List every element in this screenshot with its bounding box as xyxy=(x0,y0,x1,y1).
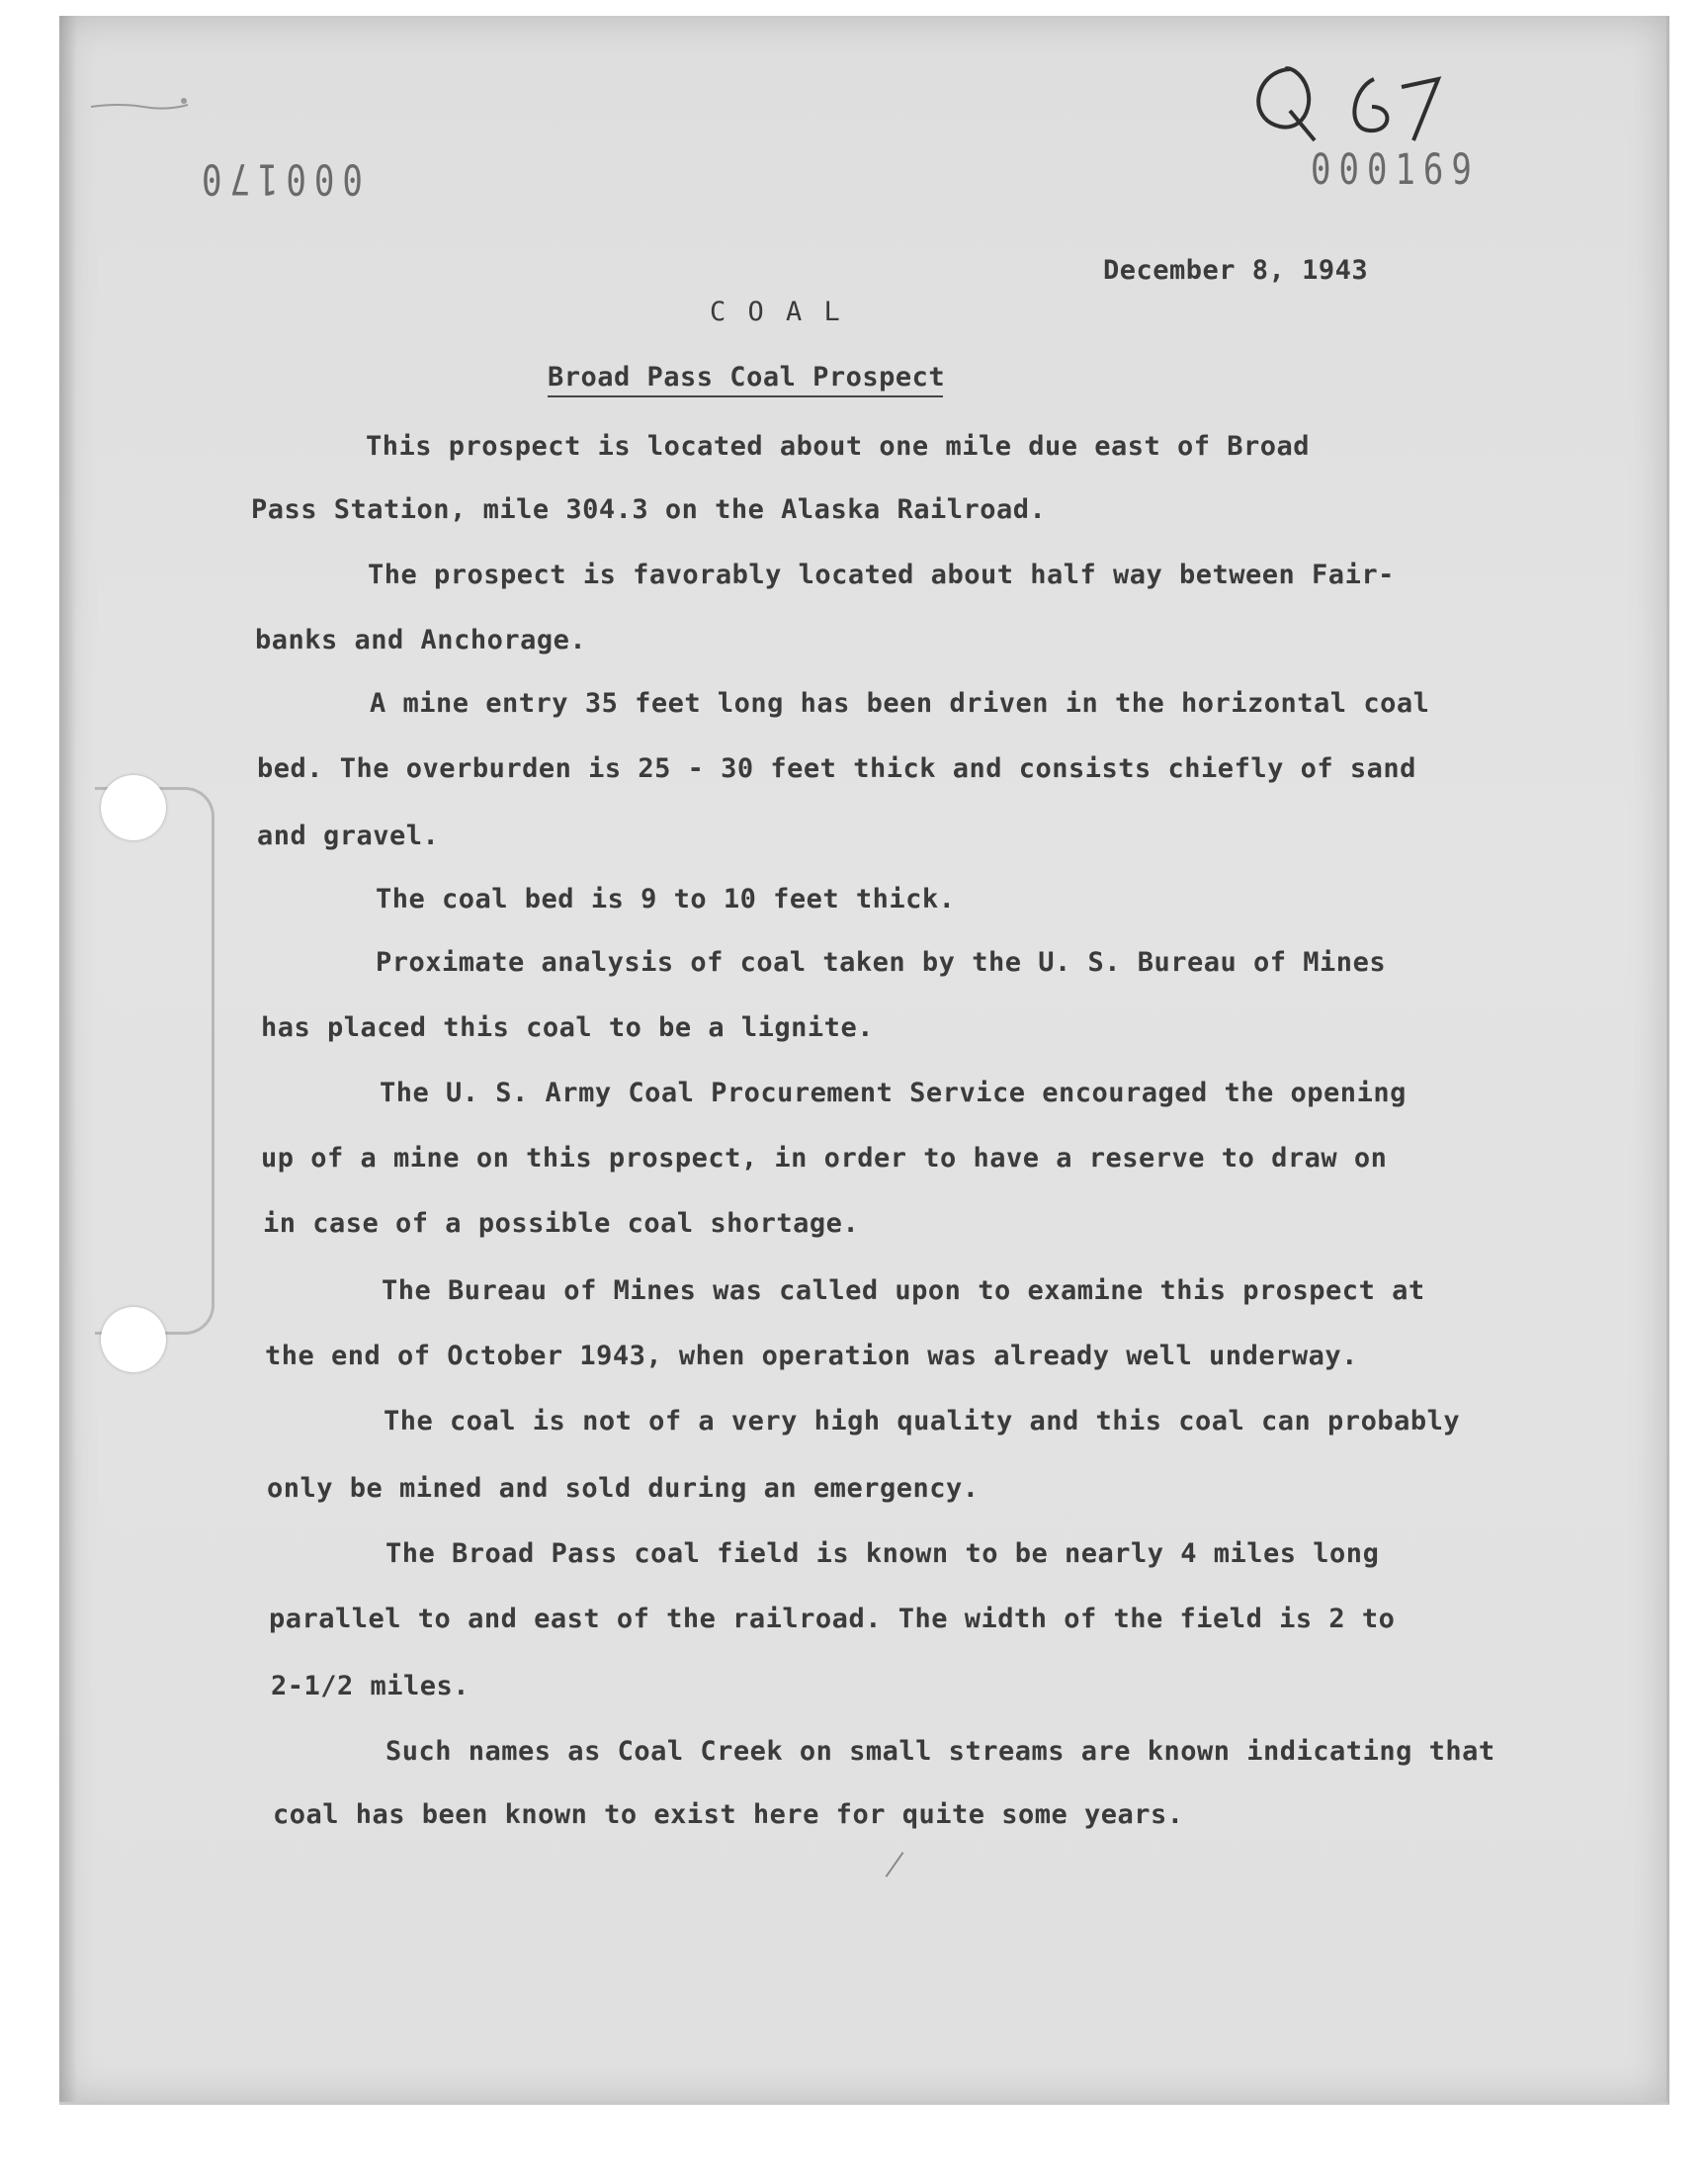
document-date: December 8, 1943 xyxy=(1103,255,1369,286)
body-line-6: bed. The overburden is 25 - 30 feet thick and consists chiefly of sand xyxy=(257,753,1416,784)
stamp-left-text: 000170 xyxy=(194,153,363,203)
stamp-right-text: 000169 xyxy=(1311,145,1480,195)
body-line-2: Pass Station, mile 304.3 on the Alaska Railroad. xyxy=(251,494,1047,525)
handwritten-annotation xyxy=(1236,49,1463,148)
body-line-14: The Bureau of Mines was called upon to examine this prospect at xyxy=(382,1275,1425,1306)
document-heading: C O A L xyxy=(710,297,843,327)
body-line-16: The coal is not of a very high quality and this coal can probably xyxy=(384,1406,1461,1436)
document-subheading: Broad Pass Coal Prospect xyxy=(548,362,946,392)
body-line-10: has placed this coal to be a lignite. xyxy=(261,1012,874,1043)
body-line-21: Such names as Coal Creek on small streams are known indicating that xyxy=(385,1736,1495,1767)
body-line-12: up of a mine on this prospect, in order to have a reserve to draw on xyxy=(261,1143,1388,1174)
punch-hole-bottom xyxy=(101,1307,166,1372)
paper-left-shadow xyxy=(59,16,77,2102)
body-line-15: the end of October 1943, when operation was already well underway. xyxy=(265,1341,1358,1371)
subheading-underline xyxy=(548,395,943,397)
body-line-9: Proximate analysis of coal taken by the U. S. Bureau of Mines xyxy=(376,947,1387,978)
body-line-5: A mine entry 35 feet long has been driven in the horizontal coal xyxy=(370,688,1430,719)
body-line-7: and gravel. xyxy=(257,821,440,851)
binder-clip-impression xyxy=(95,787,214,1335)
body-line-20: 2-1/2 miles. xyxy=(271,1671,470,1701)
body-line-17: only be mined and sold during an emergency. xyxy=(267,1473,980,1504)
paper-sheet xyxy=(59,16,1669,2105)
body-line-18: The Broad Pass coal field is known to be nearly 4 miles long xyxy=(385,1538,1380,1569)
body-line-22: coal has been known to exist here for quite some years. xyxy=(273,1799,1184,1830)
body-line-3: The prospect is favorably located about half way between Fair- xyxy=(368,560,1395,590)
body-line-8: The coal bed is 9 to 10 feet thick. xyxy=(376,884,956,914)
body-line-19: parallel to and east of the railroad. The width of the field is 2 to xyxy=(269,1604,1396,1634)
page-number-stamp-right xyxy=(1311,145,1480,195)
pencil-scribble-mark xyxy=(89,95,198,115)
body-line-13: in case of a possible coal shortage. xyxy=(263,1208,860,1239)
body-line-1: This prospect is located about one mile due east of Broad xyxy=(366,431,1311,462)
punch-hole-top xyxy=(101,775,166,840)
body-line-11: The U. S. Army Coal Procurement Service encouraged the opening xyxy=(380,1078,1407,1108)
body-line-4: banks and Anchorage. xyxy=(255,625,587,655)
page-number-stamp-left xyxy=(194,153,363,203)
